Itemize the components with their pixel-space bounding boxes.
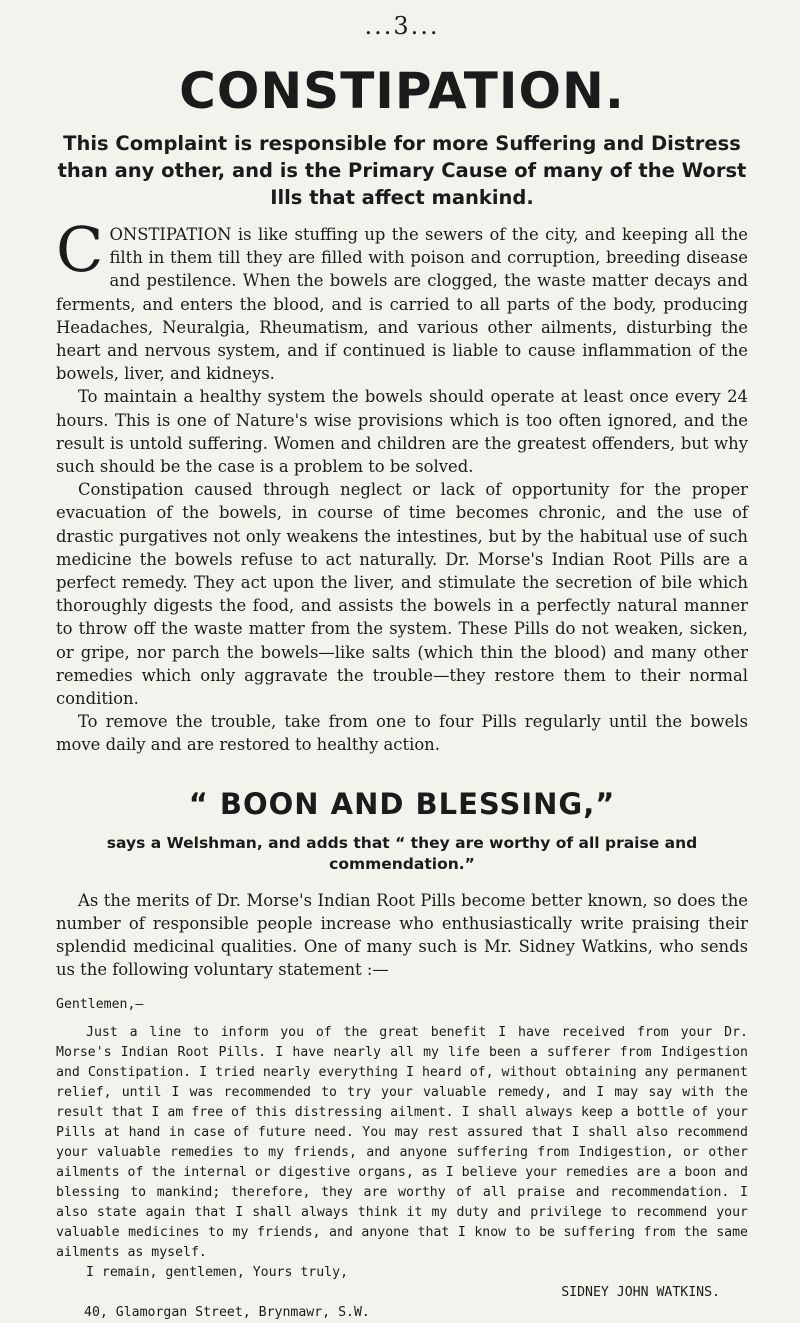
paragraph-4: To remove the trouble, take from one to four Pills regularly until the bowels move daily and are restored to healthy action. bbox=[56, 712, 748, 755]
subheadline: This Complaint is responsible for more Suffering and Distress than any other, and is the Primary Cause of many of the Worst Ills that affect mankind. bbox=[57, 132, 747, 209]
paragraph-3: Constipation caused through neglect or lack of opportunity for the proper evacuation of the bowels, in course of time becomes chronic, and the use of drastic purgatives not only weakens the intestines, but by the habitual use of such medicine the bowels refuse to act naturally. Dr. Morse's Indian Root Pills are a perfect remedy. They act upon the liver, and stimulate the secretion of bile which thoroughly digests the food, and assists the bowels in a perfectly natural manner to throw off the waste matter from the system. These Pills do not weaken, sicken, or gripe, nor parch the bowels—like salts (which thin the blood) and many other remedies which only aggravate the trouble—they restore them to their normal condition. bbox=[56, 480, 748, 709]
paragraph-1-text: ONSTIPATION is like stuffing up the sewers of the city, and keeping all the filth in them till they are filled with poison and corruption, breeding disease and pestilence. When the bowels are clogged, the waste matter decays and ferments, and enters the blood, and is carried to all parts of the body, producing Headaches, Neuralgia, Rheumatism, and various other ailments, disturbing the heart and nervous system, and if continued is liable to cause inflammation of the bowels, liver, and kidneys. bbox=[56, 225, 748, 384]
section-subtitle: says a Welshman, and adds that “ they are worthy of all praise and commendation.” bbox=[106, 833, 698, 873]
testimonial-letter bbox=[56, 995, 748, 1323]
drop-cap: C bbox=[56, 213, 104, 286]
letter-salutation: Gentlemen,— bbox=[56, 997, 144, 1013]
article-body bbox=[56, 213, 748, 757]
page-number: ...3... bbox=[364, 12, 440, 40]
letter-address: 40, Glamorgan Street, Brynmawr, S.W. bbox=[84, 1305, 370, 1321]
paragraph-1 bbox=[56, 213, 748, 385]
section-title: “ BOON AND BLESSING,” bbox=[188, 786, 616, 821]
testimonial-intro bbox=[56, 889, 748, 982]
headline: CONSTIPATION. bbox=[179, 62, 625, 120]
letter-body: Just a line to inform you of the great benefit I have received from your Dr. Morse's Indian Root Pills. I have nearly all my life been a sufferer from Indigestion and Constipation. I tried nearly everything I heard of, without obtaining any permanent relief, until I was recommended to try your valuable remedy, and I may say with the result that I am free of this distressing ailment. I shall always keep a bottle of your Pills at hand in case of future need. You may rest assured that I shall also recommend your valuable remedies to my friends, and anyone suffering from Indigestion, or other ailments of the internal or digestive organs, as I believe your remedies are a boon and blessing to mankind; therefore, they are worthy of all praise and recommendation. I also state again that I shall always think it my duty and privilege to recommend your valuable medicines to my friends, and anyone that I know to be suffering from the same ailments as myself. bbox=[56, 1025, 748, 1261]
intro-paragraph: As the merits of Dr. Morse's Indian Root Pills become better known, so does the number of responsible people increase who enthusiastically write praising their splendid medicinal qualities. One of many such is Mr. Sidney Watkins, who sends us the following voluntary statement :— bbox=[56, 890, 748, 980]
letter-signature: SIDNEY JOHN WATKINS. bbox=[561, 1285, 720, 1301]
letter-closing: I remain, gentlemen, Yours truly, bbox=[86, 1265, 349, 1281]
paragraph-2: To maintain a healthy system the bowels should operate at least once every 24 hours. This is one of Nature's wise provisions which is too often ignored, and the result is untold suffering. Women and children are the greatest offenders, but why such should be the case is a problem to be solved. bbox=[56, 387, 748, 477]
